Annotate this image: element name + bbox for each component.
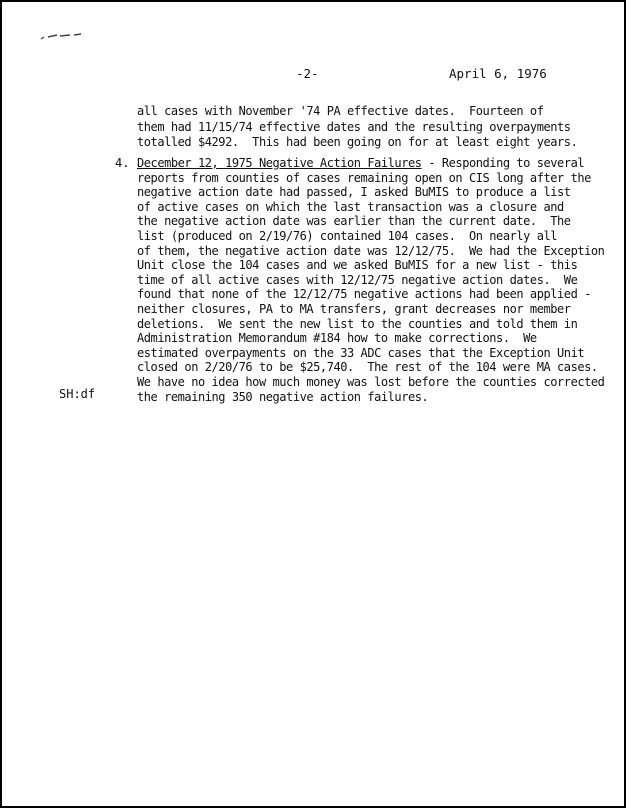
text-line: neither closures, PA to MA transfers, grant decreases nor member — [137, 301, 571, 316]
text-line: closed on 2/20/76 to be $25,740. The rest of the 104 were MA cases. — [137, 360, 598, 375]
text-line: We have no idea how much money was lost before the counties corrected — [137, 374, 605, 389]
text-line: of them, the negative action date was 12/12/75. We had the Exception — [137, 243, 605, 258]
text-line: time of all active cases with 12/12/75 negative action dates. We — [137, 272, 578, 287]
continuation-paragraph — [137, 104, 577, 151]
text-line: of active cases on which the last transaction was a closure and — [137, 199, 564, 214]
text-line: found that none of the 12/12/75 negative actions had been applied - — [137, 287, 591, 302]
text-line: them had 11/15/74 effective dates and the resulting overpayments — [137, 119, 571, 134]
text-line: deletions. We sent the new list to the counties and told them in — [137, 316, 578, 331]
text-line: the negative action date was earlier than the current date. The — [137, 214, 571, 229]
text-line: Unit close the 104 cases and we asked BuMIS for a new list - this — [137, 258, 578, 273]
letter-date: April 6, 1976 — [449, 66, 547, 81]
text-line: reports from counties of cases remaining open on CIS long after the — [137, 170, 591, 185]
item-number: 4. — [115, 156, 130, 170]
typist-initials: SH:df — [59, 387, 96, 401]
page-number: -2- — [296, 66, 319, 81]
item-heading: December 12, 1975 Negative Action Failures — [137, 156, 422, 170]
text-line: all cases with November '74 PA effective dates. Fourteen of — [137, 104, 544, 118]
item-heading-rest: - Responding to several — [421, 156, 585, 170]
text-line: the remaining 350 negative action failures. — [137, 389, 429, 404]
handwritten-mark-icon — [40, 31, 84, 41]
text-line: list (produced on 2/19/76) contained 104 cases. On nearly all — [137, 228, 558, 243]
text-line: Administration Memorandum #184 how to make corrections. We — [137, 331, 537, 346]
text-line — [137, 156, 604, 171]
text-line: negative action date had passed, I asked BuMIS to produce a list — [137, 185, 571, 200]
item-4-paragraph — [137, 156, 604, 404]
text-line: totalled $4292. This had been going on for at least eight years. — [137, 135, 578, 149]
text-line: estimated overpayments on the 33 ADC cases that the Exception Unit — [137, 345, 585, 360]
